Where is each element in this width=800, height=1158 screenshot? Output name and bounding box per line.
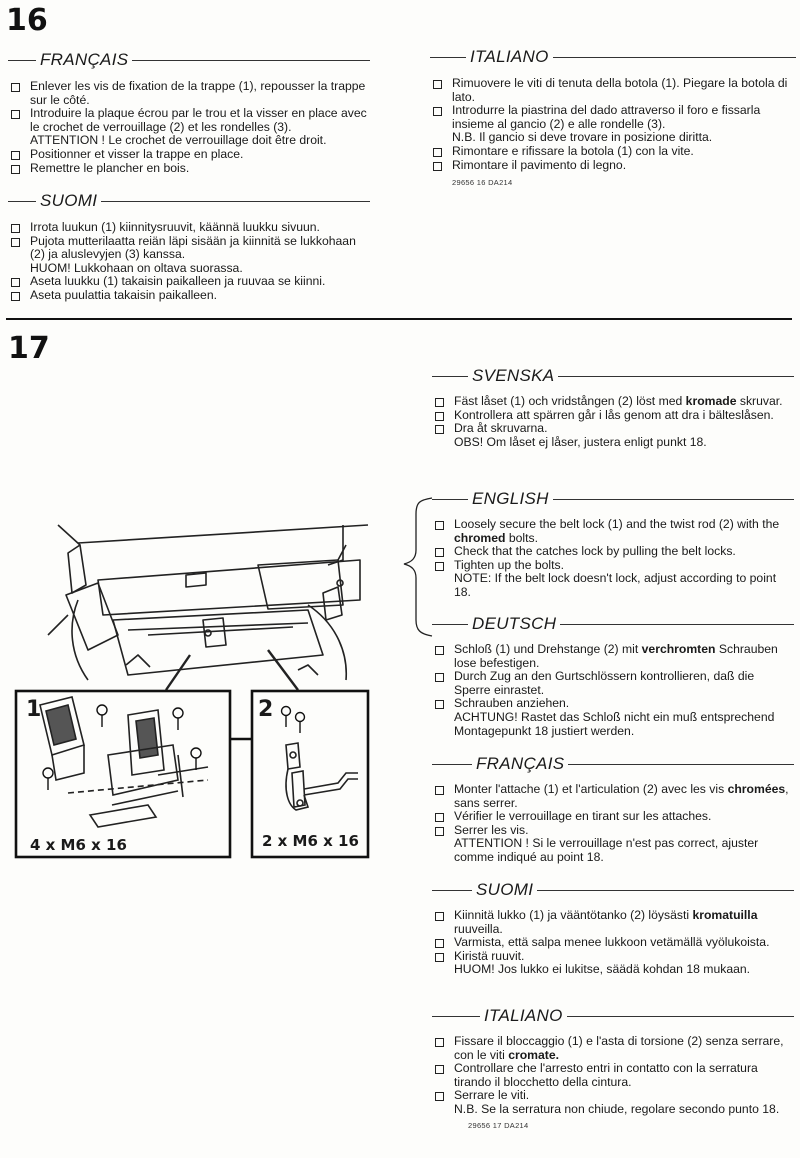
list-item: Introduire la plaque écrou par le trou et la visser en place avec le crochet de verrouillage (2) et les rondelles (3). [8,107,370,134]
list-item: Check that the catches lock by pulling the belt locks. [432,545,794,559]
list-item: Remettre le plancher en bois. [8,162,370,176]
list-item: Kontrollera att spärren går i lås genom att dra i bälteslåsen. [432,409,794,423]
section-16-francais [8,50,370,175]
panel-1-label: 1 [26,697,42,722]
section-16-italiano [430,47,796,187]
language-name: ITALIANO [470,47,549,66]
step-number-16: 16 [6,3,48,38]
section-16-suomi [8,191,370,303]
list-item: Varmista, että salpa menee lukkoon vetämällä vyölukoista. [432,936,794,950]
list-item: Rimontare il pavimento di legno. [430,159,796,173]
list-item: Pujota mutterilaatta reiän läpi sisään ja kiinnitä se lukkohaan (2) ja aluslevyjen (3) kanssa. [8,235,370,262]
list-item: Aseta luukku (1) takaisin paikalleen ja ruuvaa se kiinni. [8,275,370,289]
language-heading [432,880,794,900]
list-item: Loosely secure the belt lock (1) and the twist rod (2) with the chromed bolts. [432,518,794,545]
note-text: N.B. Il gancio si deve trovare in posizione diritta. [452,130,713,145]
list-item: Controllare che l'arresto entri in contatto con la serratura tirando il blocchetto della cintura. [432,1062,794,1089]
panel-2-label: 2 [258,697,274,722]
installation-illustration [8,505,406,867]
instruction-list [432,643,794,738]
section-17-suomi [432,880,794,977]
note-text: ACHTUNG! Rastet das Schloß nicht ein muß entsprechend Montagepunkt 18 justiert werden. [454,709,775,738]
instruction-list [8,221,370,303]
list-item: Schrauben anziehen. [432,697,794,711]
instruction-list [432,518,794,600]
section-17-italiano [432,1006,794,1130]
list-item: Serrare le viti. [432,1089,794,1103]
list-item: Rimontare e rifissare la botola (1) con la vite. [430,145,796,159]
language-name: ITALIANO [484,1006,563,1025]
list-item: Positionner et visser la trappe en place. [8,148,370,162]
list-item: Vérifier le verrouillage en tirant sur les attaches. [432,810,794,824]
list-item: Monter l'attache (1) et l'articulation (2) avec les vis chromées, sans serrer. [432,783,794,810]
list-item: Fäst låset (1) och vridstången (2) löst med kromade skruvar. [432,395,794,409]
instruction-list [432,1035,794,1117]
panel-2-caption: 2 x M6 x 16 [262,832,359,850]
note-text: NOTE: If the belt lock doesn't lock, adjust according to point 18. [454,571,777,599]
note-text: OBS! Om låset ej låser, justera enligt punkt 18. [454,434,707,449]
language-name: SUOMI [476,880,534,899]
language-heading [430,47,796,67]
language-heading [432,1006,794,1026]
seat-belt-lock-drawing [8,505,406,867]
language-name: SUOMI [40,191,98,210]
section-17-english [432,489,794,600]
section-17-svenska [432,366,794,449]
note-text: HUOM! Lukkohaan on oltava suorassa. [30,260,243,275]
language-name: DEUTSCH [472,614,557,633]
list-item: Durch Zug an den Gurtschlössern kontrollieren, daß die Sperre einrastet. [432,670,794,697]
note-text: HUOM! Jos lukko ei lukitse, säädä kohdan 18 mukaan. [454,962,751,977]
list-item: Irrota luukun (1) kiinnitysruuvit, käännä luukku sivuun. [8,221,370,235]
language-heading [432,754,794,774]
language-name: FRANÇAIS [40,50,129,69]
list-item: Introdurre la piastrina del dado attraverso il foro e fissarla insieme al gancio (2) e alle rondelle (3). [430,104,796,131]
instruction-list [8,80,370,175]
language-name: FRANÇAIS [476,754,565,773]
instruction-list [432,909,794,977]
language-heading [432,366,794,386]
list-item: Aseta puulattia takaisin paikalleen. [8,289,370,303]
list-item: Tighten up the bolts. [432,559,794,573]
note-text: ATTENTION ! Si le verrouillage n'est pas correct, ajuster comme indiqué au point 18. [454,836,759,864]
language-name: SVENSKA [472,366,555,385]
instruction-list [430,77,796,172]
list-item: Serrer les vis. [432,824,794,838]
note-text: ATTENTION ! Le crochet de verrouillage doit être droit. [30,133,327,148]
language-heading [8,50,370,70]
language-heading [8,191,370,211]
panel-1-caption: 4 x M6 x 16 [30,836,127,854]
language-heading [432,489,794,509]
list-item: Enlever les vis de fixation de la trappe (1), repousser la trappe sur le côté. [8,80,370,107]
list-item: Rimuovere le viti di tenuta della botola (1). Piegare la botola di lato. [430,77,796,104]
language-name: ENGLISH [472,489,549,508]
list-item: Schloß (1) und Drehstange (2) mit verchromten Schrauben lose befestigen. [432,643,794,670]
step-number-17: 17 [8,331,50,366]
document-reference: 29656 16 DA214 [452,178,513,188]
list-item: Kiristä ruuvit. [432,950,794,964]
section-divider [6,318,792,320]
section-17-francais [432,754,794,865]
list-item: Dra åt skruvarna. [432,422,794,436]
note-text: N.B. Se la serratura non chiude, regolare secondo punto 18. [454,1101,780,1116]
instruction-list [432,395,794,449]
document-reference: 29656 17 DA214 [468,1120,529,1130]
language-heading [432,614,794,634]
instruction-list [432,783,794,865]
section-17-deutsch [432,614,794,738]
list-item: Kiinnitä lukko (1) ja vääntötanko (2) löysästi kromatuilla ruuveilla. [432,909,794,936]
list-item: Fissare il bloccaggio (1) e l'asta di torsione (2) senza serrare, con le viti cromate. [432,1035,794,1062]
